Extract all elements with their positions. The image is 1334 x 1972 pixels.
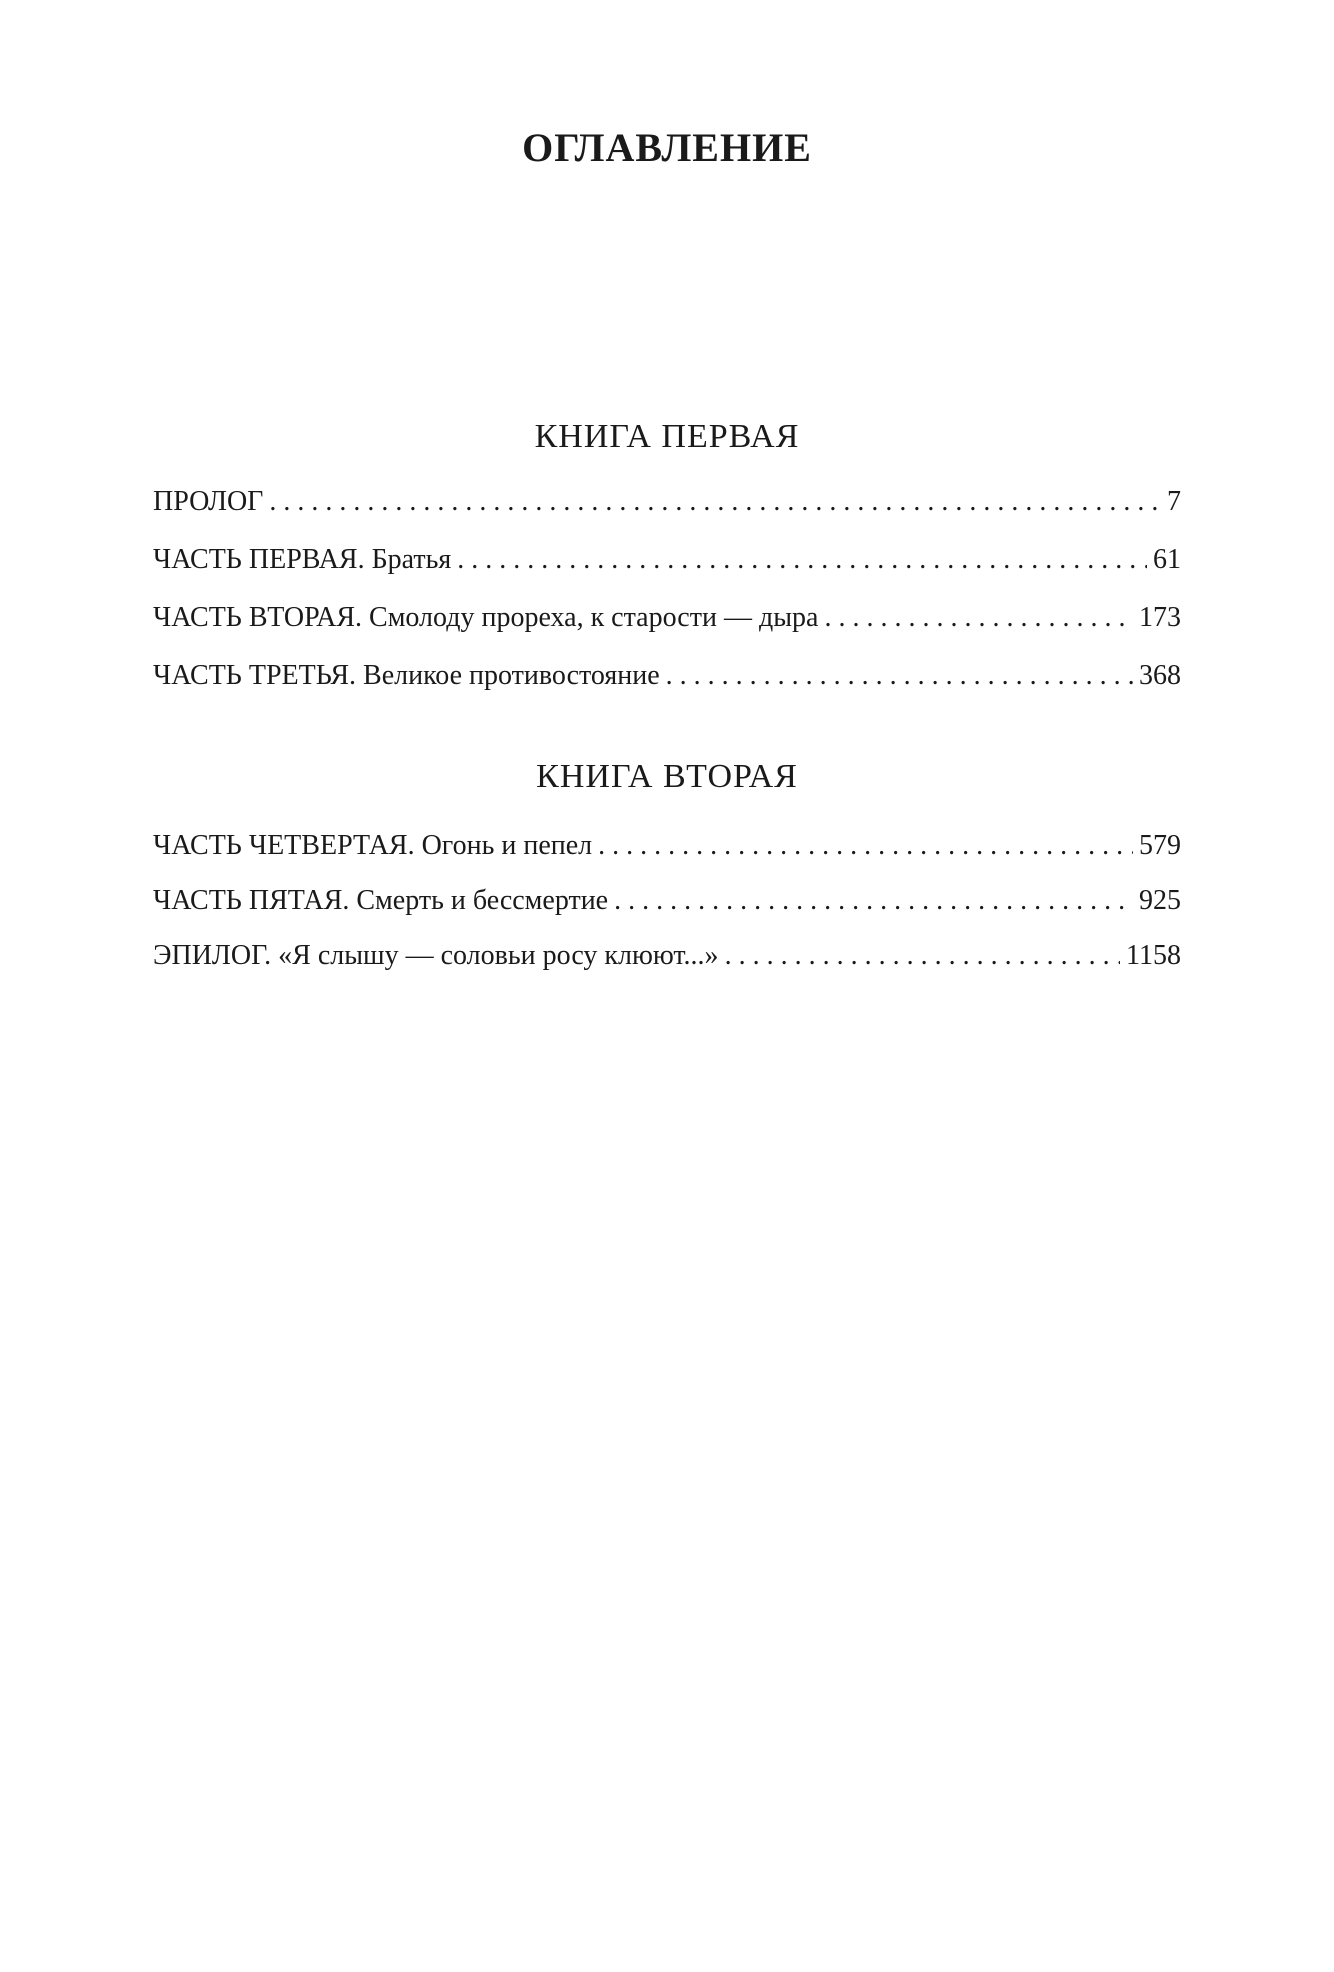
- toc-entry: [153, 881, 1181, 936]
- dot-leader: [824, 598, 1133, 638]
- toc-entry: [153, 826, 1181, 881]
- entry-label: ЧАСТЬ ЧЕТВЕРТАЯ. Огонь и пепел: [153, 830, 593, 861]
- dot-leader: [269, 482, 1161, 522]
- entry-page-number: 7: [1167, 486, 1181, 517]
- entry-label: ЧАСТЬ ВТОРАЯ. Смолоду прореха, к старости — дыра: [153, 602, 819, 633]
- entry-label: ЧАСТЬ ТРЕТЬЯ. Великое противостояние: [153, 660, 660, 691]
- entry-page-number: 368: [1139, 660, 1181, 691]
- toc-entry: [153, 482, 1181, 540]
- book-title: КНИГА ВТОРАЯ: [536, 758, 798, 795]
- toc-entry: [153, 656, 1181, 714]
- entry-label: ЧАСТЬ ПЕРВАЯ. Братья: [153, 544, 452, 575]
- toc-list: [153, 482, 1181, 714]
- dot-leader: [457, 540, 1147, 580]
- entry-page-number: 173: [1139, 602, 1181, 633]
- dot-leader: [666, 656, 1133, 696]
- toc-list: [153, 826, 1181, 991]
- entry-page-number: 61: [1153, 544, 1181, 575]
- book-title: КНИГА ПЕРВАЯ: [534, 418, 800, 455]
- entry-page-number: 1158: [1126, 940, 1181, 971]
- entry-label: ПРОЛОГ: [153, 486, 264, 517]
- toc-title: ОГЛАВЛЕНИЕ: [522, 125, 812, 170]
- entry-label: ЭПИЛОГ. «Я слышу — соловьи росу клюют...»: [153, 940, 719, 971]
- toc-entry: [153, 540, 1181, 598]
- toc-entry: [153, 598, 1181, 656]
- toc-entry: [153, 936, 1181, 991]
- dot-leader: [725, 936, 1120, 976]
- entry-page-number: 579: [1139, 830, 1181, 861]
- entry-label: ЧАСТЬ ПЯТАЯ. Смерть и бессмертие: [153, 885, 609, 916]
- entry-page-number: 925: [1139, 885, 1181, 916]
- dot-leader: [598, 826, 1133, 866]
- dot-leader: [614, 881, 1133, 921]
